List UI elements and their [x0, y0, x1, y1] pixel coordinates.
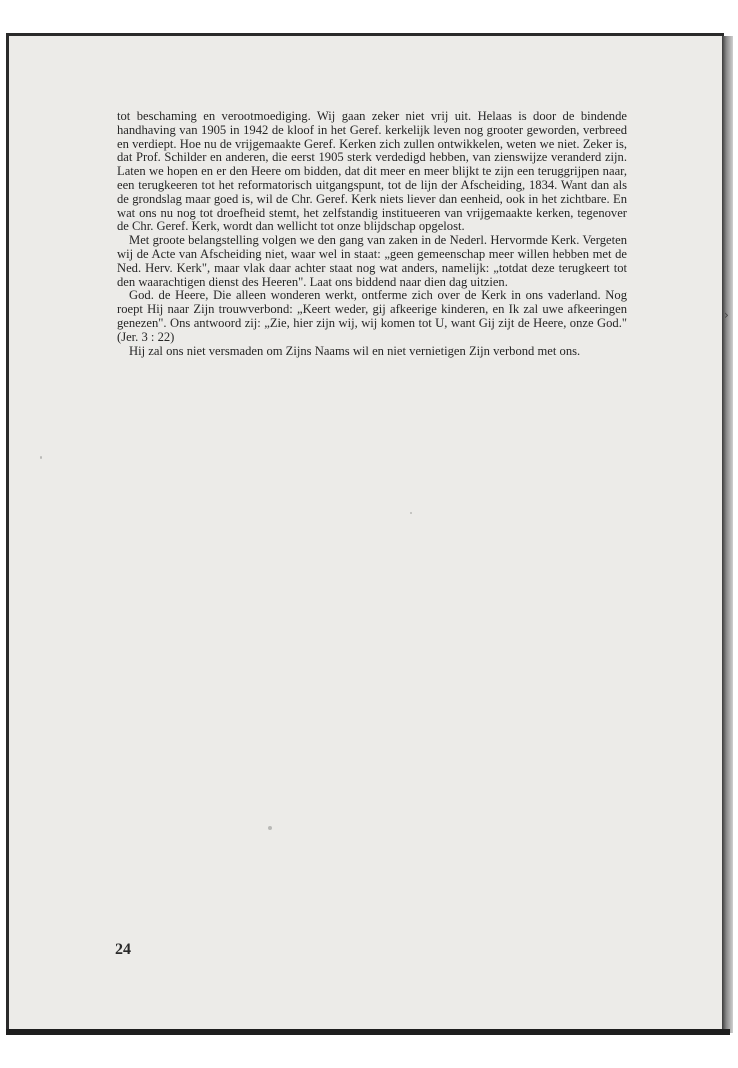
paragraph-2: Met groote belangstelling volgen we den gang van zaken in de Nederl. Hervormde Kerk. Vergeten wij de Acte van Afscheiding niet, waar wel in staat: „geen gemeenschap meer willen hebben met de Ned. Herv. Kerk", maar vlak daar achter staat nog wat anders, namelijk: „totdat deze terugkeert tot den waarachtigen dienst des Heeren". Laat ons biddend naar dien dag uitzien. [117, 233, 627, 289]
sheet-edge-shadow-right [722, 36, 733, 1033]
body-text [117, 110, 627, 358]
paragraph-3: God. de Heere, Die alleen wonderen werkt, ontferme zich over de Kerk in ons vaderland. Nog roept Hij naar Zijn trouwverbond: „Keert weder, gij afkeerige kinderen, en Ik zal uwe afkeeringen genezen". Ons antwoord zij: „Zie, hier zijn wij, wij komen tot U, want Gij zijt de Heere, onze God." (Jer. 3 : 22) [117, 288, 627, 344]
paper-speck [410, 512, 412, 514]
page-number: 24 [115, 941, 131, 958]
paragraph-1: tot beschaming en verootmoediging. Wij gaan zeker niet vrij uit. Helaas is door de bindende handhaving van 1905 in 1942 de kloof in het Geref. kerkelijk leven nog grooter geworden, verbreed en verdiept. Hoe nu de vrijgemaakte Geref. Kerken zich zullen ontwikkelen, weten we niet. Zeker is, dat Prof. Schilder en anderen, die eerst 1905 sterk verdedigd hebben, van zienswijze veranderd zijn. Laten we hopen en er den Heere om bidden, dat dit meer en meer blijkt te zijn een teruggrijpen naar, een terugkeeren tot het reformatorisch uitgangspunt, tot de lijn der Afscheiding, 1834. Want dan als de grondslag maar goed is, wil de Chr. Geref. Kerk niets liever dan eenheid, ook in het zichtbare. En wat ons nu nog tot droefheid stemt, het zelfstandig institueeren van vrijgemaakte kerken, tegenover de Chr. Geref. Kerk, wordt dan wellicht tot onze blijdschap opgelost. [117, 109, 627, 234]
margin-tick-mark: › [724, 308, 729, 322]
sheet-edge-shadow-bottom [6, 1029, 730, 1035]
paper-speck [268, 826, 272, 830]
paper-speck [40, 456, 42, 459]
paragraph-4: Hij zal ons niet versmaden om Zijns Naams wil en niet vernietigen Zijn verbond met ons. [129, 343, 581, 358]
